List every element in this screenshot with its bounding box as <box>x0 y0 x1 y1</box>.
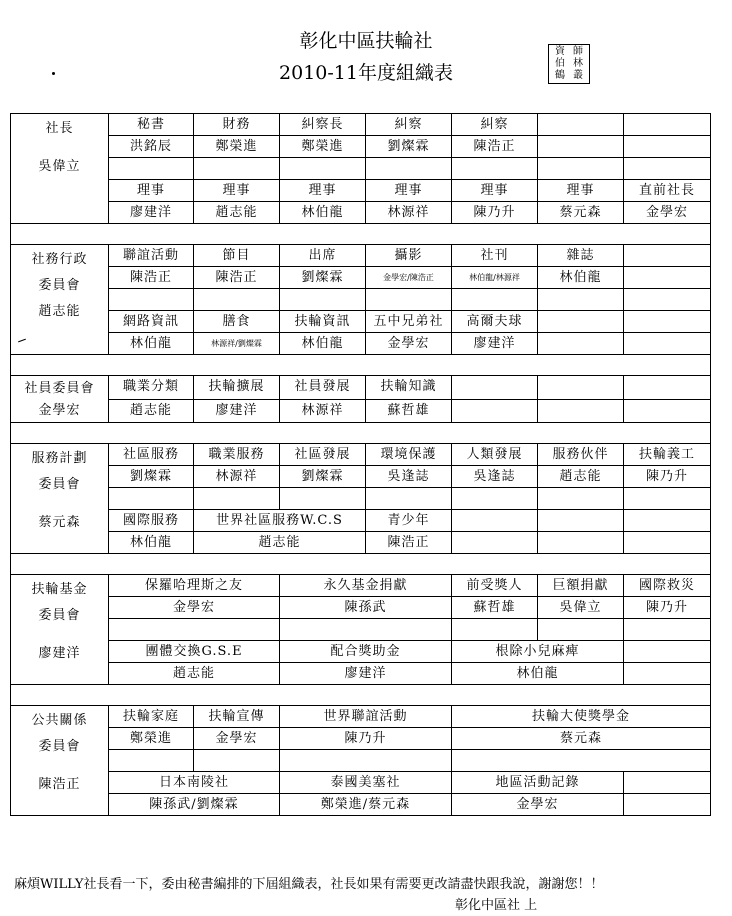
member-name <box>624 794 711 816</box>
position-label: 雜誌 <box>538 245 624 267</box>
member-name: 林伯龍/林源祥 <box>452 267 538 289</box>
role-cell: 扶輪基金 委員會 廖建洋 <box>11 575 109 685</box>
position-label <box>538 114 624 136</box>
table-row <box>11 136 711 158</box>
position-label <box>538 311 624 333</box>
table-row <box>11 728 711 750</box>
member-name: 劉燦霖 <box>109 466 194 488</box>
position-label: 社刊 <box>452 245 538 267</box>
member-name <box>452 399 538 423</box>
role-cell: 社員委員會 金學宏 <box>11 376 109 423</box>
position-label: 服務伙伴 <box>538 444 624 466</box>
member-name: 趙志能 <box>538 466 624 488</box>
position-label: 糾察 <box>452 114 538 136</box>
position-label: 聯誼活動 <box>109 245 194 267</box>
member-name: 林伯龍 <box>280 202 366 224</box>
member-name <box>624 267 711 289</box>
position-label: 保羅哈理斯之友 <box>109 575 280 597</box>
position-label: 環境保護 <box>366 444 452 466</box>
position-label <box>452 510 538 532</box>
position-label: 秘書 <box>109 114 194 136</box>
table-row <box>11 575 711 597</box>
position-label: 高爾夫球 <box>452 311 538 333</box>
position-label: 網路資訊 <box>109 311 194 333</box>
position-label <box>624 114 711 136</box>
position-label: 扶輪義工 <box>624 444 711 466</box>
member-name: 劉燦霖 <box>366 136 452 158</box>
position-label: 前受獎人 <box>452 575 538 597</box>
member-name: 金學宏 <box>452 794 624 816</box>
member-name: 陳浩正 <box>194 267 280 289</box>
member-name: 林源祥 <box>280 399 366 423</box>
table-row <box>11 532 711 554</box>
separator-row <box>11 355 711 376</box>
member-name <box>538 399 624 423</box>
member-name: 蘇哲雄 <box>366 399 452 423</box>
member-name: 蔡元森 <box>538 202 624 224</box>
member-name: 金學宏 <box>366 333 452 355</box>
member-name: 金學宏 <box>194 728 280 750</box>
table-row <box>11 466 711 488</box>
separator-row <box>11 685 711 706</box>
position-label: 理事 <box>194 180 280 202</box>
table-row <box>11 794 711 816</box>
member-name: 鄭榮進 <box>109 728 194 750</box>
member-name: 陳孫武/劉燦霖 <box>109 794 280 816</box>
position-label: 社區發展 <box>280 444 366 466</box>
member-name: 趙志能 <box>194 532 366 554</box>
member-name: 金學宏 <box>624 202 711 224</box>
position-label <box>624 772 711 794</box>
member-name: 趙志能 <box>109 663 280 685</box>
member-name <box>624 333 711 355</box>
stray-mark <box>52 72 55 75</box>
position-label: 理事 <box>109 180 194 202</box>
member-name: 陳浩正 <box>452 136 538 158</box>
member-name: 林伯龍 <box>109 532 194 554</box>
position-label: 節目 <box>194 245 280 267</box>
position-label: 社員發展 <box>280 376 366 400</box>
table-row <box>11 289 711 311</box>
position-label: 配合獎助金 <box>280 641 452 663</box>
table-row <box>11 663 711 685</box>
position-label: 理事 <box>366 180 452 202</box>
member-name <box>624 136 711 158</box>
position-label <box>452 376 538 400</box>
position-label: 理事 <box>452 180 538 202</box>
position-label <box>538 510 624 532</box>
member-name: 劉燦霖 <box>280 267 366 289</box>
member-name: 廖建洋 <box>109 202 194 224</box>
table-row <box>11 488 711 510</box>
member-name: 蔡元森 <box>452 728 711 750</box>
position-label: 社區服務 <box>109 444 194 466</box>
page-subtitle: 2010-11年度組織表 <box>279 62 453 84</box>
table-row <box>11 245 711 267</box>
member-name: 陳乃升 <box>624 597 711 619</box>
position-label: 日本南陵社 <box>109 772 280 794</box>
position-label: 泰國美塞社 <box>280 772 452 794</box>
position-label <box>538 376 624 400</box>
member-name: 陳乃升 <box>452 202 538 224</box>
member-name <box>538 532 624 554</box>
position-label: 理事 <box>538 180 624 202</box>
position-label: 地區活動記錄 <box>452 772 624 794</box>
position-label: 永久基金捐獻 <box>280 575 452 597</box>
footer-signature: 彰化中區社 上 <box>455 898 538 913</box>
table-row <box>11 114 711 136</box>
table-row <box>11 706 711 728</box>
position-label <box>624 510 711 532</box>
position-label: 扶輪資訊 <box>280 311 366 333</box>
position-label <box>624 641 711 663</box>
member-name <box>624 532 711 554</box>
table-row <box>11 158 711 180</box>
role-cell: 服務計劃 委員會 蔡元森 <box>11 444 109 554</box>
position-label: 扶輪知識 <box>366 376 452 400</box>
member-name: 廖建洋 <box>280 663 452 685</box>
position-label: 世界聯誼活動 <box>280 706 452 728</box>
table-row <box>11 180 711 202</box>
position-label: 理事 <box>280 180 366 202</box>
member-name: 鄭榮進 <box>194 136 280 158</box>
position-label <box>624 245 711 267</box>
position-label: 直前社長 <box>624 180 711 202</box>
footer-note: 麻煩WILLY社長看一下，委由秘書編排的下屆組織表，社長如果有需要更改請盡快跟我說，謝謝您！！ <box>14 877 604 892</box>
separator-row <box>11 224 711 245</box>
page-title: 彰化中區扶輪社 <box>299 30 433 52</box>
position-label: 五中兄弟社 <box>366 311 452 333</box>
member-name: 吳偉立 <box>538 597 624 619</box>
member-name: 吳逢誌 <box>452 466 538 488</box>
member-name: 林伯龍 <box>452 663 624 685</box>
position-label: 職業服務 <box>194 444 280 466</box>
member-name: 蘇哲雄 <box>452 597 538 619</box>
position-label: 青少年 <box>366 510 452 532</box>
position-label: 世界社區服務W.C.S <box>194 510 366 532</box>
member-name <box>624 663 711 685</box>
member-name: 金學宏/陳浩正 <box>366 267 452 289</box>
member-name: 劉燦霖 <box>280 466 366 488</box>
position-label: 團體交換G.S.E <box>109 641 280 663</box>
member-name <box>624 399 711 423</box>
member-name: 陳浩正 <box>366 532 452 554</box>
member-name: 陳乃升 <box>280 728 452 750</box>
member-name: 鄭榮進 <box>280 136 366 158</box>
role-cell: 社務行政 委員會 趙志能 <box>11 245 109 355</box>
table-row <box>11 399 711 423</box>
seal-stamp: 資 師 伯 林 鶴 叢 <box>548 44 590 84</box>
table-row <box>11 641 711 663</box>
role-cell: 社長 吳偉立 <box>11 114 109 224</box>
member-name: 陳孫武 <box>280 597 452 619</box>
table-row <box>11 772 711 794</box>
member-name: 林源祥/劉燦霖 <box>194 333 280 355</box>
position-label: 攝影 <box>366 245 452 267</box>
position-label: 扶輪宣傳 <box>194 706 280 728</box>
table-row <box>11 619 711 641</box>
table-row <box>11 510 711 532</box>
member-name: 林伯龍 <box>109 333 194 355</box>
table-row <box>11 376 711 400</box>
member-name: 林源祥 <box>366 202 452 224</box>
position-label: 國際救災 <box>624 575 711 597</box>
position-label: 國際服務 <box>109 510 194 532</box>
separator-row <box>11 423 711 444</box>
member-name: 林源祥 <box>194 466 280 488</box>
member-name: 林伯龍 <box>538 267 624 289</box>
position-label: 財務 <box>194 114 280 136</box>
member-name: 陳乃升 <box>624 466 711 488</box>
position-label: 職業分類 <box>109 376 194 400</box>
table-row <box>11 597 711 619</box>
position-label: 出席 <box>280 245 366 267</box>
position-label: 膳食 <box>194 311 280 333</box>
separator-row <box>11 554 711 575</box>
member-name: 吳逢誌 <box>366 466 452 488</box>
table-row <box>11 444 711 466</box>
table-row <box>11 750 711 772</box>
member-name: 陳浩正 <box>109 267 194 289</box>
member-name: 鄭榮進/蔡元森 <box>280 794 452 816</box>
position-label: 扶輪家庭 <box>109 706 194 728</box>
role-cell: 公共關係 委員會 陳浩正 <box>11 706 109 816</box>
member-name: 趙志能 <box>194 202 280 224</box>
organization-table <box>10 113 711 816</box>
position-label: 巨額捐獻 <box>538 575 624 597</box>
position-label: 扶輪大使獎學金 <box>452 706 711 728</box>
member-name: 趙志能 <box>109 399 194 423</box>
position-label: 人類發展 <box>452 444 538 466</box>
position-label: 扶輪擴展 <box>194 376 280 400</box>
table-row <box>11 333 711 355</box>
position-label <box>624 311 711 333</box>
position-label <box>624 376 711 400</box>
member-name <box>452 532 538 554</box>
member-name: 林伯龍 <box>280 333 366 355</box>
member-name <box>538 136 624 158</box>
member-name <box>538 333 624 355</box>
member-name: 金學宏 <box>109 597 280 619</box>
table-row <box>11 267 711 289</box>
position-label: 糾察長 <box>280 114 366 136</box>
position-label: 根除小兒麻痺 <box>452 641 624 663</box>
member-name: 廖建洋 <box>452 333 538 355</box>
table-row <box>11 311 711 333</box>
table-row <box>11 202 711 224</box>
member-name: 洪銘辰 <box>109 136 194 158</box>
position-label: 糾察 <box>366 114 452 136</box>
member-name: 廖建洋 <box>194 399 280 423</box>
